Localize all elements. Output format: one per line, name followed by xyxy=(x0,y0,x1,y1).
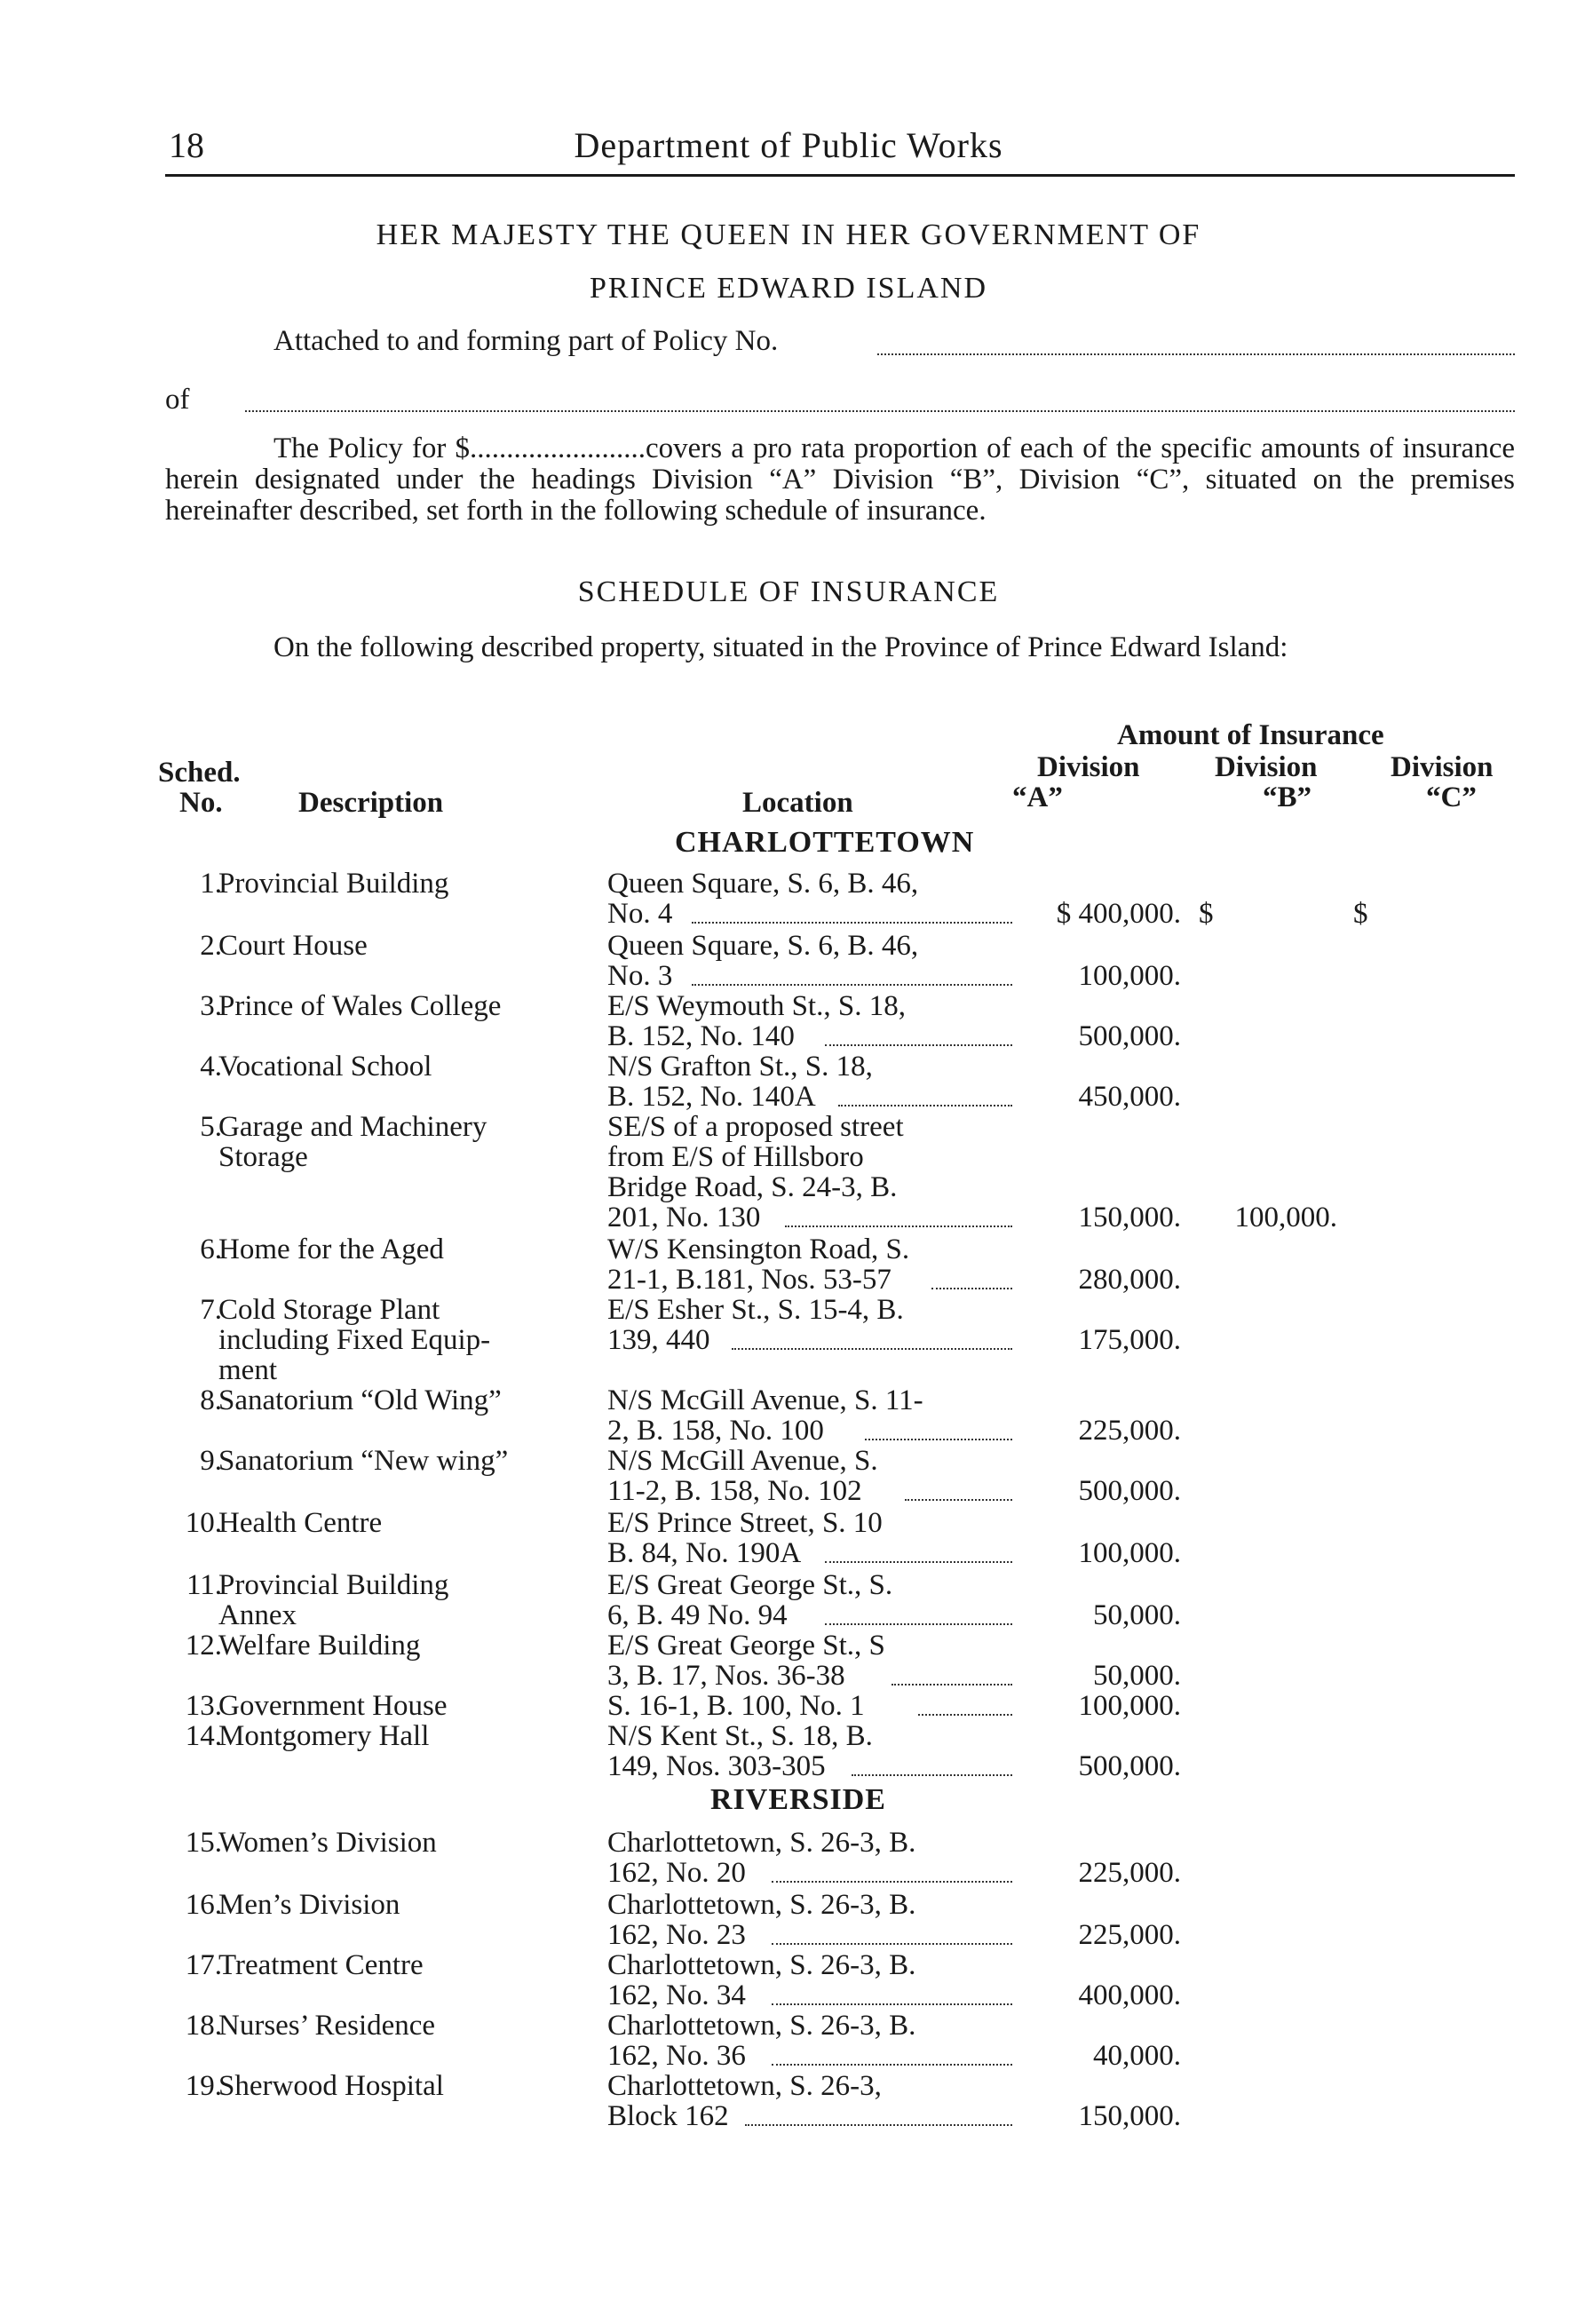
row-location: Charlottetown, S. 26-3, xyxy=(607,2070,882,2102)
row-location: 162, No. 34 xyxy=(607,1979,746,2011)
schedule-number: 14. xyxy=(185,1720,222,1752)
division-a-amount: 50,000. xyxy=(1093,1599,1181,1631)
row-location: 162, No. 20 xyxy=(607,1857,746,1889)
row-description: Welfare Building xyxy=(218,1630,421,1662)
title-line-2: PRINCE EDWARD ISLAND xyxy=(590,272,987,305)
row-description: ment xyxy=(218,1354,277,1386)
leader-dots xyxy=(785,1225,1012,1227)
div-b-letter: “B” xyxy=(1263,781,1312,813)
row-description: Nurses’ Residence xyxy=(218,2010,436,2042)
schedule-number: 16. xyxy=(185,1889,222,1921)
row-description: Government House xyxy=(218,1690,448,1722)
division-a-amount: 500,000. xyxy=(1078,1475,1181,1507)
row-location: No. 4 xyxy=(607,898,673,930)
schedule-number: 6. xyxy=(200,1233,222,1265)
row-location: N/S Kent St., S. 18, B. xyxy=(607,1720,873,1752)
amount-heading: Amount of Insurance xyxy=(1117,719,1384,751)
schedule-number: 1. xyxy=(200,868,222,900)
division-a-amount: $ 400,000. xyxy=(1056,898,1181,930)
row-description: Treatment Centre xyxy=(218,1949,424,1981)
row-description: Sanatorium “New wing” xyxy=(218,1445,509,1477)
division-a-amount: 100,000. xyxy=(1078,960,1181,992)
division-a-amount: 500,000. xyxy=(1078,1020,1181,1052)
leader-dots xyxy=(825,1561,1012,1563)
row-description: Storage xyxy=(218,1141,308,1173)
schedule-number: 10. xyxy=(185,1507,222,1539)
row-location: 162, No. 36 xyxy=(607,2040,746,2072)
leader-dots xyxy=(825,1623,1012,1625)
row-location: S. 16-1, B. 100, No. 1 xyxy=(607,1690,865,1722)
page-number: 18 xyxy=(169,125,204,165)
row-location: E/S Weymouth St., S. 18, xyxy=(607,990,906,1022)
leader-dots xyxy=(852,1774,1012,1776)
schedule-number: 17. xyxy=(185,1949,222,1981)
division-a-amount: 175,000. xyxy=(1078,1324,1181,1356)
row-description: Men’s Division xyxy=(218,1889,400,1921)
div-c-letter: “C” xyxy=(1426,781,1477,813)
leader-dots xyxy=(772,1881,1012,1883)
division-a-amount: 450,000. xyxy=(1078,1081,1181,1113)
section-charlottetown: CHARLOTTETOWN xyxy=(675,826,975,859)
location-heading: Location xyxy=(742,787,853,819)
schedule-number: 18. xyxy=(185,2010,222,2042)
schedule-intro: On the following described property, situated in the Province of Prince Edward Island: xyxy=(273,631,1288,663)
sched-heading-1: Sched. xyxy=(158,757,241,789)
leader-dots xyxy=(892,1684,1012,1685)
schedule-heading: SCHEDULE OF INSURANCE xyxy=(577,575,1000,608)
schedule-number: 8. xyxy=(200,1384,222,1416)
policy-paragraph: The Policy for $........................covers a pro rata proportion of each of the specific amounts of insurance herein designated under the headings Division “A” Division “B”, Division “C”, situated on the premises hereinafter described, set forth in the following schedule of insurance. xyxy=(165,432,1515,527)
row-description: Sherwood Hospital xyxy=(218,2070,444,2102)
row-description: Women’s Division xyxy=(218,1827,437,1859)
row-location: E/S Great George St., S. xyxy=(607,1569,893,1601)
leader-dots xyxy=(825,1044,1012,1046)
row-location: 6, B. 49 No. 94 xyxy=(607,1599,788,1631)
division-a-amount: 400,000. xyxy=(1078,1979,1181,2011)
division-a-amount: 225,000. xyxy=(1078,1415,1181,1447)
leader-dots xyxy=(838,1105,1012,1106)
row-location: N/S Grafton St., S. 18, xyxy=(607,1051,873,1083)
row-description: Cold Storage Plant xyxy=(218,1294,440,1326)
division-a-amount: 225,000. xyxy=(1078,1857,1181,1889)
row-description: including Fixed Equip- xyxy=(218,1324,491,1356)
row-description: Provincial Building xyxy=(218,1569,449,1601)
row-description: Court House xyxy=(218,930,368,962)
row-description: Sanatorium “Old Wing” xyxy=(218,1384,502,1416)
leader-dots xyxy=(772,2064,1012,2066)
leader-dots xyxy=(732,1348,1012,1350)
leader-dots xyxy=(692,922,1012,924)
row-location: 201, No. 130 xyxy=(607,1202,761,1233)
running-head: Department of Public Works xyxy=(574,125,1003,165)
schedule-number: 15. xyxy=(185,1827,222,1859)
row-location: E/S Esher St., S. 15-4, B. xyxy=(607,1294,904,1326)
division-a-amount: 500,000. xyxy=(1078,1750,1181,1782)
row-location: B. 84, No. 190A xyxy=(607,1537,802,1569)
row-location: Charlottetown, S. 26-3, B. xyxy=(607,2010,916,2042)
leader-dots xyxy=(772,2003,1012,2005)
row-location: from E/S of Hillsboro xyxy=(607,1141,864,1173)
row-description: Vocational School xyxy=(218,1051,432,1083)
row-location: Queen Square, S. 6, B. 46, xyxy=(607,868,919,900)
row-location: W/S Kensington Road, S. xyxy=(607,1233,910,1265)
division-a-amount: 100,000. xyxy=(1078,1537,1181,1569)
division-a-amount: 40,000. xyxy=(1093,2040,1181,2072)
div-b-heading: Division xyxy=(1215,751,1318,783)
schedule-number: 12. xyxy=(185,1630,222,1662)
row-description: Montgomery Hall xyxy=(218,1720,430,1752)
row-location: Bridge Road, S. 24-3, B. xyxy=(607,1171,898,1203)
row-location: Block 162 xyxy=(607,2100,729,2132)
schedule-number: 13. xyxy=(185,1690,222,1722)
section-riverside: RIVERSIDE xyxy=(710,1783,886,1816)
schedule-number: 7. xyxy=(200,1294,222,1326)
div-c-heading: Division xyxy=(1391,751,1494,783)
row-location: No. 3 xyxy=(607,960,673,992)
leader-dots xyxy=(772,1943,1012,1945)
schedule-number: 19. xyxy=(185,2070,222,2102)
schedule-number: 2. xyxy=(200,930,222,962)
division-a-amount: 50,000. xyxy=(1093,1660,1181,1692)
schedule-number: 11. xyxy=(186,1569,222,1601)
division-a-amount: 225,000. xyxy=(1078,1919,1181,1951)
policy-number-blank xyxy=(877,353,1515,355)
row-location: 2, B. 158, No. 100 xyxy=(607,1415,824,1447)
row-location: B. 152, No. 140 xyxy=(607,1020,795,1052)
leader-dots xyxy=(905,1499,1012,1501)
schedule-number: 3. xyxy=(200,990,222,1022)
row-location: B. 152, No. 140A xyxy=(607,1081,816,1113)
leader-dots xyxy=(931,1288,1012,1289)
title-line-1: HER MAJESTY THE QUEEN IN HER GOVERNMENT OF xyxy=(376,218,1201,251)
division-a-amount: 280,000. xyxy=(1078,1264,1181,1296)
row-location: Queen Square, S. 6, B. 46, xyxy=(607,930,919,962)
row-location: Charlottetown, S. 26-3, B. xyxy=(607,1949,916,1981)
schedule-number: 5. xyxy=(200,1111,222,1143)
header-rule xyxy=(165,174,1515,177)
row-location: 3, B. 17, Nos. 36-38 xyxy=(607,1660,845,1692)
division-a-amount: 100,000. xyxy=(1078,1690,1181,1722)
leader-dots xyxy=(745,2124,1012,2126)
row-location: Charlottetown, S. 26-3, B. xyxy=(607,1889,916,1921)
row-location: 21-1, B.181, Nos. 53-57 xyxy=(607,1264,892,1296)
leader-dots xyxy=(918,1714,1012,1716)
division-b-amount: 100,000. xyxy=(1234,1202,1337,1233)
leader-dots xyxy=(692,984,1012,986)
row-description: Prince of Wales College xyxy=(218,990,502,1022)
division-a-amount: 150,000. xyxy=(1078,2100,1181,2132)
of-blank xyxy=(245,410,1515,412)
row-location: E/S Prince Street, S. 10 xyxy=(607,1507,883,1539)
row-location: SE/S of a proposed street xyxy=(607,1111,904,1143)
row-description: Provincial Building xyxy=(218,868,449,900)
attached-line: Attached to and forming part of Policy No. xyxy=(273,325,779,357)
schedule-number: 4. xyxy=(200,1051,222,1083)
leader-dots xyxy=(865,1439,1012,1440)
row-location: N/S McGill Avenue, S. 11- xyxy=(607,1384,923,1416)
division-c-amount: $ xyxy=(1353,898,1368,930)
row-location: Charlottetown, S. 26-3, B. xyxy=(607,1827,916,1859)
div-a-letter: “A” xyxy=(1012,781,1063,813)
row-description: Annex xyxy=(218,1599,297,1631)
sched-heading-2: No. xyxy=(179,787,223,819)
row-description: Garage and Machinery xyxy=(218,1111,487,1143)
row-location: 11-2, B. 158, No. 102 xyxy=(607,1475,862,1507)
row-description: Health Centre xyxy=(218,1507,383,1539)
row-location: N/S McGill Avenue, S. xyxy=(607,1445,878,1477)
row-location: 139, 440 xyxy=(607,1324,710,1356)
row-location: E/S Great George St., S xyxy=(607,1630,885,1662)
description-heading: Description xyxy=(298,787,444,819)
division-b-amount: $ xyxy=(1199,898,1214,930)
row-description: Home for the Aged xyxy=(218,1233,444,1265)
of-label: of xyxy=(165,384,190,416)
div-a-heading: Division xyxy=(1037,751,1140,783)
schedule-number: 9. xyxy=(200,1445,222,1477)
row-location: 162, No. 23 xyxy=(607,1919,746,1951)
division-a-amount: 150,000. xyxy=(1078,1202,1181,1233)
row-location: 149, Nos. 303-305 xyxy=(607,1750,826,1782)
